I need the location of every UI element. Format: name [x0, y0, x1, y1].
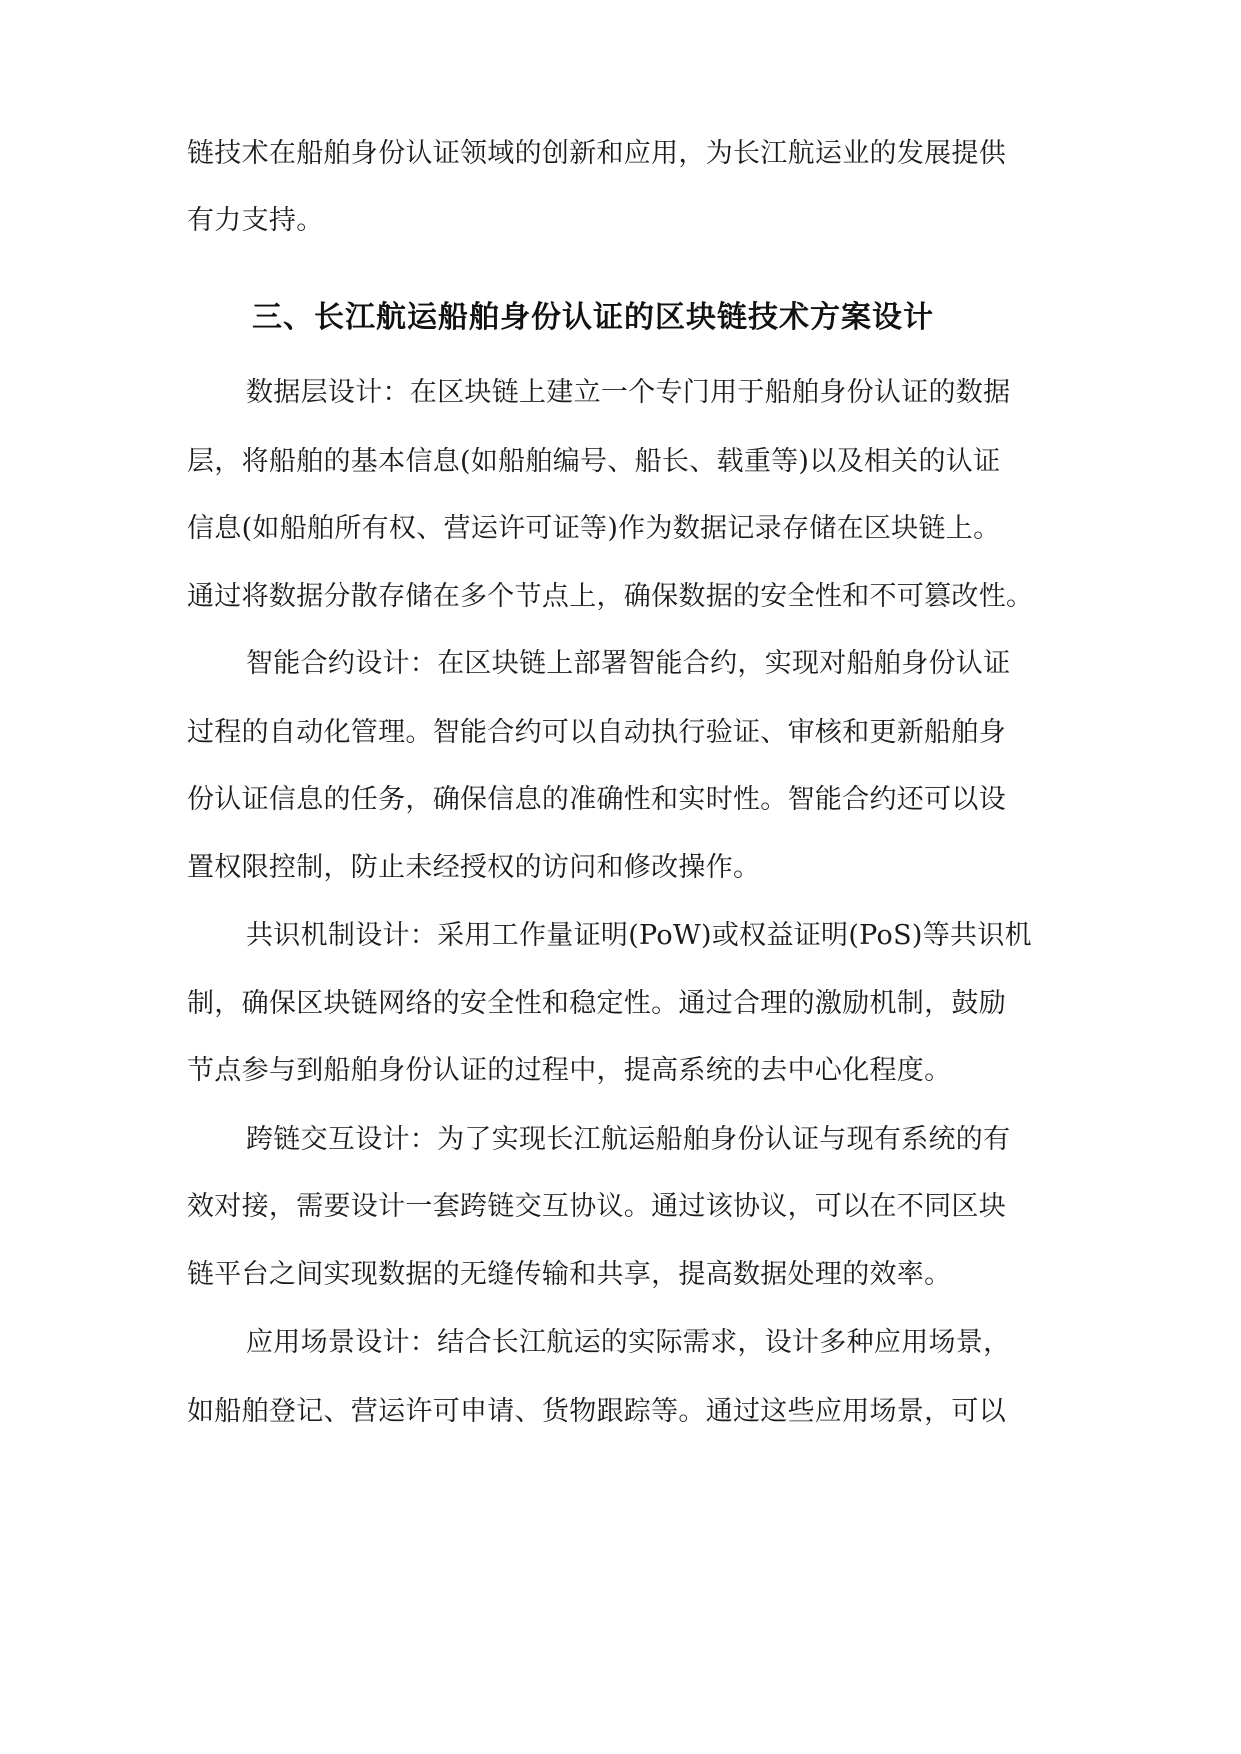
paragraph-cross-chain-line-3: 链平台之间实现数据的无缝传输和共享，提高数据处理的效率。 [187, 1259, 952, 1290]
intro-line-2: 有力支持。 [187, 205, 324, 236]
section-heading: 三、长江航运船舶身份认证的区块链技术方案设计 [252, 300, 934, 335]
paragraph-application-line-1: 应用场景设计：结合长江航运的实际需求，设计多种应用场景， [246, 1327, 1011, 1358]
paragraph-data-layer-line-4: 通过将数据分散存储在多个节点上，确保数据的安全性和不可篡改性。 [187, 581, 1034, 612]
paragraph-smart-contract-line-1: 智能合约设计：在区块链上部署智能合约，实现对船舶身份认证 [246, 648, 1011, 679]
paragraph-data-layer-line-2: 层，将船舶的基本信息(如船舶编号、船长、载重等)以及相关的认证 [187, 446, 1001, 477]
paragraph-smart-contract-line-2: 过程的自动化管理。智能合约可以自动执行验证、审核和更新船舶身 [187, 717, 1006, 748]
intro-line-1: 链技术在船舶身份认证领域的创新和应用，为长江航运业的发展提供 [187, 138, 1006, 169]
paragraph-data-layer-line-3: 信息(如船舶所有权、营运许可证等)作为数据记录存储在区块链上。 [187, 513, 1001, 544]
paragraph-consensus-line-3: 节点参与到船舶身份认证的过程中，提高系统的去中心化程度。 [187, 1055, 952, 1086]
paragraph-smart-contract-line-3: 份认证信息的任务，确保信息的准确性和实时性。智能合约还可以设 [187, 784, 1006, 815]
paragraph-smart-contract-line-4: 置权限控制，防止未经授权的访问和修改操作。 [187, 852, 761, 883]
paragraph-data-layer-line-1: 数据层设计：在区块链上建立一个专门用于船舶身份认证的数据 [246, 377, 1011, 408]
paragraph-consensus-line-2: 制，确保区块链网络的安全性和稳定性。通过合理的激励机制，鼓励 [187, 988, 1006, 1019]
paragraph-application-line-2: 如船舶登记、营运许可申请、货物跟踪等。通过这些应用场景，可以 [187, 1396, 1006, 1427]
paragraph-cross-chain-line-1: 跨链交互设计：为了实现长江航运船舶身份认证与现有系统的有 [246, 1124, 1011, 1155]
paragraph-cross-chain-line-2: 效对接，需要设计一套跨链交互协议。通过该协议，可以在不同区块 [187, 1191, 1006, 1222]
paragraph-consensus-line-1: 共识机制设计：采用工作量证明(PoW)或权益证明(PoS)等共识机 [246, 920, 1032, 951]
